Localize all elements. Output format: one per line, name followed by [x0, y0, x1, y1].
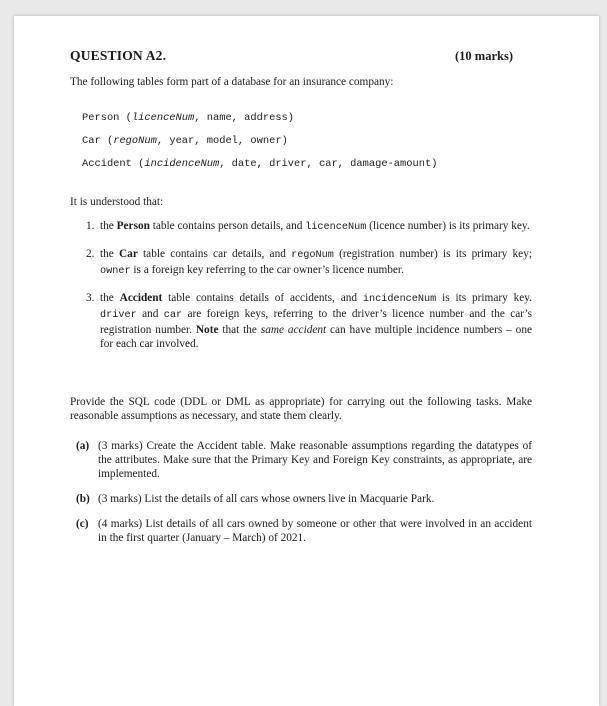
schema-car: Car (regoNum, year, model, owner): [82, 135, 288, 147]
list-item: 3. the Accident table contains details of accidents, and incidenceNum is its primary key. driver and car are foreign keys, referring to the driver’s licence number and the car’s registration number. Note that the same accident can have multiple incidence numbers – one for each car involved.: [86, 292, 533, 350]
schema-person: Person (licenceNum, name, address): [82, 112, 295, 124]
understood-text: It is understood that:: [70, 196, 164, 208]
question-title: QUESTION A2.: [70, 48, 167, 63]
assumption-list: [86, 219, 532, 351]
document-page: [14, 16, 599, 706]
list-item: 1. the Person table contains person details, and licenceNum (licence number) is its primary key.: [86, 220, 530, 233]
task-b: (b) (3 marks) List the details of all cars whose owners live in Macquarie Park.: [76, 493, 435, 505]
question-marks: (10 marks): [455, 49, 513, 63]
intro-text: The following tables form part of a database for an insurance company:: [70, 76, 394, 88]
schema-accident: Accident (incidenceNum, date, driver, car, damage-amount): [82, 158, 438, 170]
schema-block: [82, 107, 437, 176]
task-a: (a) (3 marks) Create the Accident table. Make reasonable assumptions regarding the datatypes of the attributes. Make sure that the Primary Key and Foreign Key constraints, as appropriate, are implemented.: [76, 440, 532, 480]
list-item: 2. the Car table contains car details, and regoNum (registration number) is its primary key; owner is a foreign key referring to the car owner’s licence number.: [86, 248, 532, 277]
instructions-text: Provide the SQL code (DDL or DML as appropriate) for carrying out the following tasks. Make reasonable assumptions as necessary, and state them clearly.: [70, 396, 532, 422]
task-c: (c) (4 marks) List details of all cars owned by someone or other that were involved in an accident in the first quarter (January – March) of 2021.: [76, 518, 532, 544]
task-list: [76, 439, 532, 545]
